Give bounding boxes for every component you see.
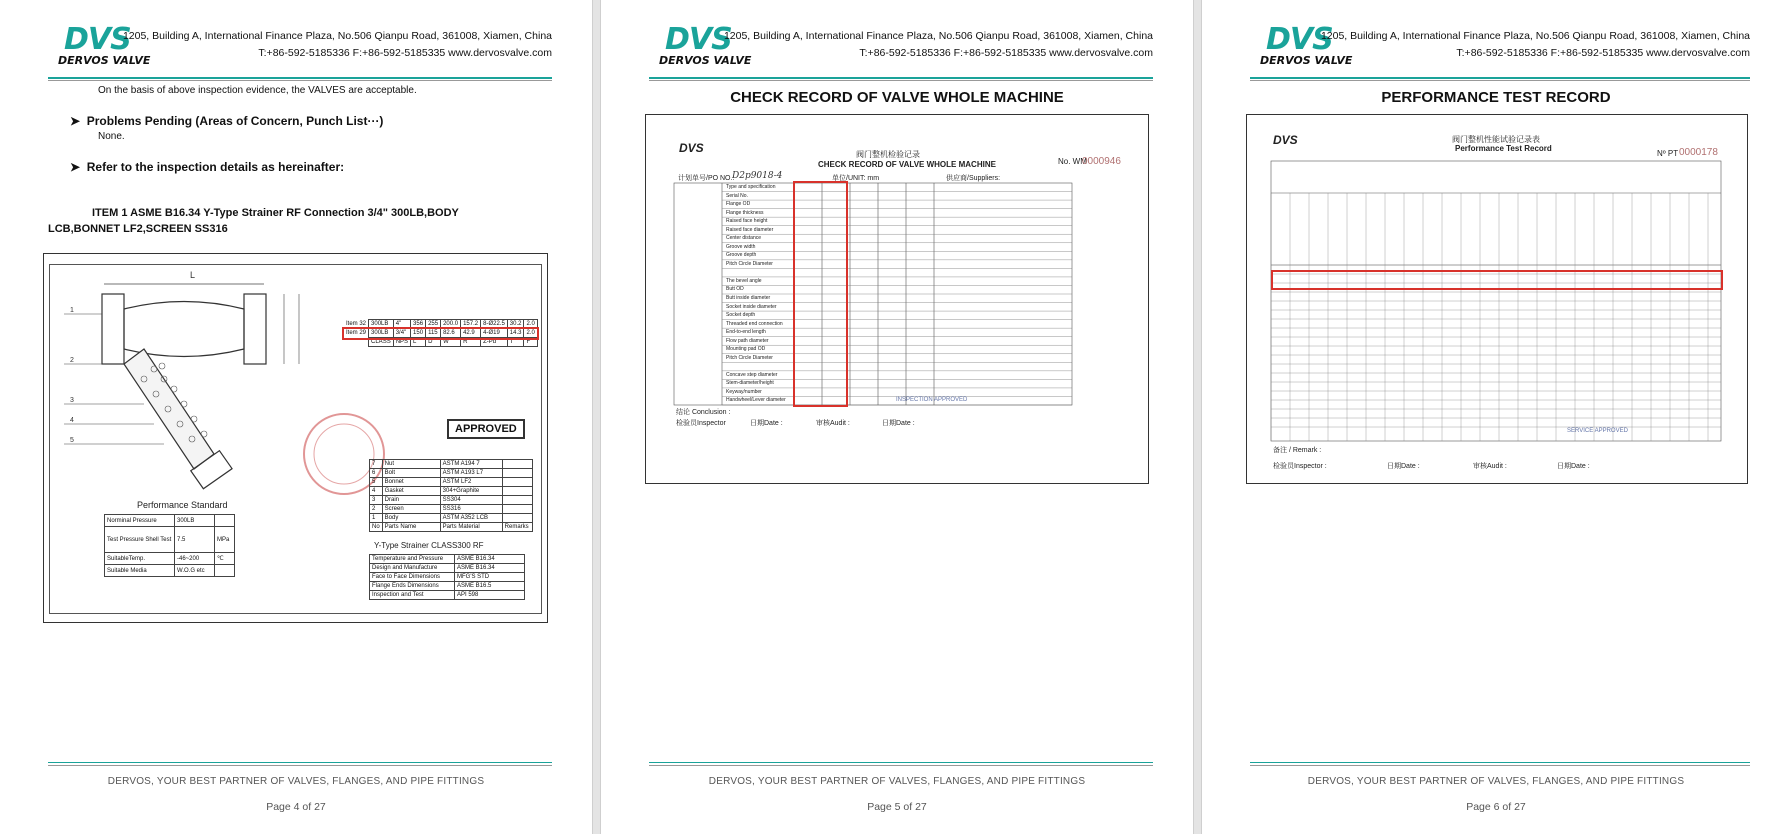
- highlight-box: [1271, 270, 1723, 290]
- record-row-label: Threaded end connection: [726, 320, 783, 327]
- perf-cell: [215, 515, 235, 527]
- date2-label: 日期Date :: [1557, 463, 1590, 470]
- perf-cell: MPa: [215, 527, 235, 553]
- record-row-label: Flange OD: [726, 201, 751, 208]
- dim-cell: 2.0: [524, 329, 537, 338]
- record-row-label: Butt inside diameter: [726, 295, 771, 301]
- header-divider-thin: [1250, 80, 1750, 81]
- perf-cell: 7.5: [175, 527, 215, 553]
- parts-cell: No: [370, 523, 383, 532]
- parts-cell: 5: [370, 478, 383, 487]
- parts-cell: Body: [382, 514, 440, 523]
- perf-cell: Suitable Media: [105, 565, 175, 577]
- table-row: [370, 582, 525, 591]
- footer-divider: [649, 762, 1153, 763]
- footer-divider: [1250, 762, 1750, 763]
- logo-mark: DVS: [1266, 22, 1333, 57]
- parts-cell: Remarks: [502, 523, 532, 532]
- table-row: [370, 564, 525, 573]
- service-stamp: SERVICE APPROVED: [1567, 428, 1628, 434]
- performance-standard-title: Performance Standard: [137, 500, 228, 510]
- logo-subtitle: DERVOS VALVE: [659, 54, 752, 67]
- dim-cell: 3/4": [393, 329, 410, 338]
- audit-label: 审核Audit :: [816, 420, 850, 427]
- supplier-label: 供应商/Suppliers:: [946, 175, 1001, 182]
- highlight-box: [793, 181, 848, 407]
- refer-heading-text: Refer to the inspection details as hereinafter:: [86, 160, 345, 174]
- record-row-label: Butt OD: [726, 286, 744, 293]
- logo-subtitle: DERVOS VALVE: [1260, 54, 1353, 67]
- dim-cell: 200.0: [441, 320, 461, 329]
- table-row: [344, 320, 537, 329]
- parts-cell: Parts Material: [440, 523, 502, 532]
- record-title-cn: 阀门整机性能试验记录表: [1452, 135, 1540, 144]
- po-value: D2p9018-4: [732, 171, 783, 181]
- item-description-line1: ITEM 1 ASME B16.34 Y-Type Strainer RF Connection 3/4" 300LB,BODY: [92, 207, 459, 219]
- acceptance-line: On the basis of above inspection evidence, the VALVES are acceptable.: [98, 85, 417, 96]
- record-row-label: Pitch Circle Diameter: [726, 354, 773, 361]
- table-row: [370, 505, 533, 514]
- parts-cell: 2: [370, 505, 383, 514]
- dim-cell: R: [461, 338, 481, 347]
- inspector-label: 检验员Inspector: [676, 420, 726, 427]
- footer-divider-thin: [48, 765, 552, 766]
- header-divider-thin: [48, 80, 552, 81]
- record-grid: [646, 115, 1149, 484]
- audit-label: 审核Audit :: [1473, 463, 1507, 470]
- parts-cell: [502, 514, 532, 523]
- date2-label: 日期Date :: [882, 420, 915, 427]
- parts-cell: 304+Graphite: [440, 487, 502, 496]
- problems-heading: [70, 114, 383, 128]
- po-label: 计划单号/PO NO.:: [678, 175, 735, 182]
- dim-cell: L: [411, 338, 426, 347]
- dim-cell: 14.3: [507, 329, 524, 338]
- logo-mark: DVS: [665, 22, 732, 57]
- parts-cell: [502, 460, 532, 469]
- record-row-label: Handwheel/Lever diameter: [726, 397, 786, 404]
- bullet-arrow-icon: ➤: [70, 160, 87, 174]
- parts-cell: Bonnet: [382, 478, 440, 487]
- record-row-label: Flange thickness: [726, 209, 764, 216]
- performance-standard-table: [104, 514, 235, 577]
- parts-cell: [502, 496, 532, 505]
- table-row: [105, 527, 235, 553]
- page-title: PERFORMANCE TEST RECORD: [1381, 89, 1611, 106]
- company-address: 1205, Building A, International Finance Plaza, No.506 Qianpu Road, 361008, Xiamen, China: [1320, 30, 1750, 42]
- footer-divider-thin: [649, 765, 1153, 766]
- record-row-label: Mounting pad OD: [726, 346, 766, 353]
- record-title-en: Performance Test Record: [1455, 144, 1552, 153]
- refer-heading: [70, 160, 344, 174]
- page-header: [601, 0, 1193, 80]
- parts-cell: [502, 487, 532, 496]
- company-logo: [659, 22, 769, 66]
- company-logo: [58, 22, 168, 66]
- dim-cell: W: [441, 338, 461, 347]
- standards-cell: Design and Manufacture: [370, 564, 455, 573]
- dim-cell: 300LB: [369, 320, 394, 329]
- parts-cell: [502, 505, 532, 514]
- parts-cell: Screen: [382, 505, 440, 514]
- parts-cell: 4: [370, 487, 383, 496]
- record-row-label: Raised face height: [726, 218, 768, 225]
- dim-cell: 2.0: [524, 320, 537, 329]
- company-contact: T:+86-592-5185336 F:+86-592-5185335 www.dervosvalve.com: [258, 47, 552, 59]
- record-row-label: The bevel angle: [726, 277, 762, 284]
- footer-divider: [48, 762, 552, 763]
- table-row: [344, 329, 537, 338]
- svg-text:5: 5: [70, 437, 74, 444]
- perf-cell: ℃: [215, 553, 235, 565]
- table-row: [370, 591, 525, 600]
- record-row-label: Serial No.: [726, 192, 748, 199]
- dim-cell: Item 29: [346, 330, 367, 336]
- standards-cell: ASME B16.34: [455, 555, 525, 564]
- footer-slogan: DERVOS, YOUR BEST PARTNER OF VALVES, FLANGES, AND PIPE FITTINGS: [708, 776, 1086, 787]
- header-divider: [48, 77, 552, 79]
- unit-label: 单位/UNIT: mm: [832, 175, 880, 182]
- perf-cell: W.O.G etc: [175, 565, 215, 577]
- table-row: [105, 565, 235, 577]
- record-row-label: Type and specification: [726, 184, 776, 190]
- table-row: [370, 555, 525, 564]
- parts-cell: ASTM LF2: [440, 478, 502, 487]
- record-row-label: End-to-end length: [726, 329, 766, 336]
- record-no-label: No. WM: [1058, 157, 1087, 166]
- table-row: [370, 523, 533, 532]
- page-header: [0, 0, 592, 80]
- dim-cell: 255: [426, 320, 441, 329]
- standards-cell: Flange Ends Dimensions: [370, 582, 455, 591]
- perf-cell: Test Pressure Shell Test: [105, 527, 175, 553]
- logo-subtitle: DERVOS VALVE: [58, 54, 151, 67]
- parts-cell: [502, 469, 532, 478]
- check-record-scan: [645, 114, 1149, 484]
- dim-cell: [344, 338, 369, 347]
- approved-stamp: APPROVED: [447, 419, 525, 439]
- parts-cell: Gasket: [382, 487, 440, 496]
- item-description-line2: LCB,BONNET LF2,SCREEN SS316: [48, 223, 228, 235]
- performance-record-scan: [1246, 114, 1748, 484]
- page-number: Page 5 of 27: [867, 801, 927, 813]
- record-row-label: Stem-diameter/height: [726, 380, 774, 387]
- dim-cell: 8-Ø22.5: [481, 320, 508, 329]
- dim-cell: NPS: [393, 338, 410, 347]
- record-row-label: Keyway/number: [726, 388, 762, 395]
- dim-cell: Z-Pd: [481, 338, 508, 347]
- standards-cell: Temperature and Pressure: [370, 555, 455, 564]
- svg-text:1: 1: [70, 307, 74, 314]
- record-row-label: Socket inside diameter: [726, 303, 777, 310]
- standards-table: [369, 554, 525, 600]
- page-5: [601, 0, 1193, 834]
- svg-text:2: 2: [70, 357, 74, 364]
- table-row: [370, 487, 533, 496]
- parts-table: [369, 459, 533, 532]
- dim-cell: 4-Ø19: [481, 329, 508, 338]
- standards-cell: ASME B16.34: [455, 564, 525, 573]
- company-address: 1205, Building A, International Finance Plaza, No.506 Qianpu Road, 361008, Xiamen, China: [723, 30, 1153, 42]
- perf-cell: 300LB: [175, 515, 215, 527]
- record-row-label: Concave step diameter: [726, 371, 778, 378]
- header-divider: [649, 77, 1153, 79]
- footer-slogan: DERVOS, YOUR BEST PARTNER OF VALVES, FLANGES, AND PIPE FITTINGS: [107, 776, 485, 787]
- table-row: [370, 478, 533, 487]
- parts-cell: 3: [370, 496, 383, 505]
- standards-cell: API 598: [455, 591, 525, 600]
- parts-cell: [502, 478, 532, 487]
- dimension-table: [344, 319, 538, 347]
- company-contact: T:+86-592-5185336 F:+86-592-5185335 www.dervosvalve.com: [1456, 47, 1750, 59]
- dim-cell: 157.2: [461, 320, 481, 329]
- parts-cell: Drain: [382, 496, 440, 505]
- parts-cell: SS316: [440, 505, 502, 514]
- inspector-label: 检验员Inspector :: [1273, 463, 1327, 470]
- record-row-label: Groove width: [726, 243, 756, 250]
- svg-text:L: L: [190, 270, 196, 280]
- standards-cell: MFG'S STD: [455, 573, 525, 582]
- dim-cell: 4": [393, 320, 410, 329]
- dim-cell: 115: [426, 329, 441, 338]
- parts-cell: ASTM A193 L7: [440, 469, 502, 478]
- strainer-class-title: Y-Type Strainer CLASS300 RF: [374, 541, 484, 550]
- record-title-en: CHECK RECORD OF VALVE WHOLE MACHINE: [818, 160, 996, 169]
- table-row: [344, 338, 537, 347]
- record-row-label: Socket depth: [726, 312, 756, 319]
- table-row: [105, 515, 235, 527]
- parts-cell: ASTM A352 LCB: [440, 514, 502, 523]
- conclusion-label: 结论 Conclusion :: [676, 409, 731, 416]
- dim-cell: T: [507, 338, 524, 347]
- parts-cell: ASTM A194 7: [440, 460, 502, 469]
- standards-cell: ASME B16.5: [455, 582, 525, 591]
- standards-cell: Face to Face Dimensions: [370, 573, 455, 582]
- dim-cell: 300LB: [369, 329, 394, 338]
- record-row-label: Pitch Circle Diameter: [726, 260, 773, 267]
- page-6: [1202, 0, 1790, 834]
- dim-cell: 82.6: [441, 329, 461, 338]
- strainer-drawing: [43, 253, 548, 623]
- scan-logo-mark: DVS: [1273, 133, 1298, 147]
- footer-divider-thin: [1250, 765, 1750, 766]
- table-row: [370, 496, 533, 505]
- company-address: 1205, Building A, International Finance Plaza, No.506 Qianpu Road, 361008, Xiamen, China: [122, 30, 552, 42]
- company-contact: T:+86-592-5185336 F:+86-592-5185335 www.dervosvalve.com: [859, 47, 1153, 59]
- company-logo: [1260, 22, 1370, 66]
- logo-mark: DVS: [64, 22, 131, 57]
- bullet-arrow-icon: ➤: [70, 114, 87, 128]
- header-divider-thin: [649, 80, 1153, 81]
- record-row-label: Groove depth: [726, 252, 757, 259]
- standards-cell: Inspection and Test: [370, 591, 455, 600]
- performance-grid: [1247, 115, 1748, 484]
- date-label: 日期Date :: [750, 420, 783, 427]
- svg-text:4: 4: [70, 417, 74, 424]
- perf-cell: SuitableTemp.: [105, 553, 175, 565]
- dim-cell: 356: [411, 320, 426, 329]
- perf-cell: Norminal Pressure: [105, 515, 175, 527]
- table-row: [370, 469, 533, 478]
- dim-cell: F: [524, 338, 537, 347]
- parts-cell: Nut: [382, 460, 440, 469]
- parts-cell: 7: [370, 460, 383, 469]
- record-title-cn: 阀门整机检验记录: [856, 150, 920, 159]
- page-4: [0, 0, 592, 834]
- dim-cell: 150: [411, 329, 426, 338]
- svg-text:3: 3: [70, 397, 74, 404]
- page-title: CHECK RECORD OF VALVE WHOLE MACHINE: [730, 89, 1064, 106]
- parts-cell: Bolt: [382, 469, 440, 478]
- table-row: [370, 514, 533, 523]
- page-number: Page 4 of 27: [266, 801, 326, 813]
- record-no-label: Nº PT: [1657, 149, 1679, 158]
- header-divider: [1250, 77, 1750, 79]
- problems-heading-text: Problems Pending (Areas of Concern, Punch List···): [86, 114, 384, 128]
- table-row: [105, 553, 235, 565]
- date-label: 日期Date :: [1387, 463, 1420, 470]
- table-row: [370, 460, 533, 469]
- record-no: 0000946: [1082, 156, 1121, 167]
- record-row-label: Center distance: [726, 235, 762, 242]
- scan-logo-mark: DVS: [679, 141, 704, 155]
- page-number: Page 6 of 27: [1466, 801, 1526, 813]
- record-row-label: Raised face diameter: [726, 226, 774, 233]
- page-header: [1202, 0, 1790, 80]
- parts-cell: Parts Name: [382, 523, 440, 532]
- dim-cell: 42.9: [461, 329, 481, 338]
- remark-label: 备注 / Remark :: [1273, 447, 1322, 454]
- dim-cell: D: [426, 338, 441, 347]
- dim-cell: CLASS: [369, 338, 394, 347]
- dim-cell: Item 32: [346, 321, 367, 327]
- footer-slogan: DERVOS, YOUR BEST PARTNER OF VALVES, FLANGES, AND PIPE FITTINGS: [1307, 776, 1685, 787]
- parts-cell: 6: [370, 469, 383, 478]
- record-row-label: Flow path diameter: [726, 337, 769, 344]
- parts-cell: SS304: [440, 496, 502, 505]
- table-row: [370, 573, 525, 582]
- problems-value: None.: [98, 131, 125, 142]
- dim-cell: 30.2: [507, 320, 524, 329]
- perf-cell: [215, 565, 235, 577]
- record-no: 0000178: [1679, 147, 1718, 158]
- inspection-stamp: INSPECTION APPROVED: [896, 397, 968, 403]
- perf-cell: -46~200: [175, 553, 215, 565]
- parts-cell: 1: [370, 514, 383, 523]
